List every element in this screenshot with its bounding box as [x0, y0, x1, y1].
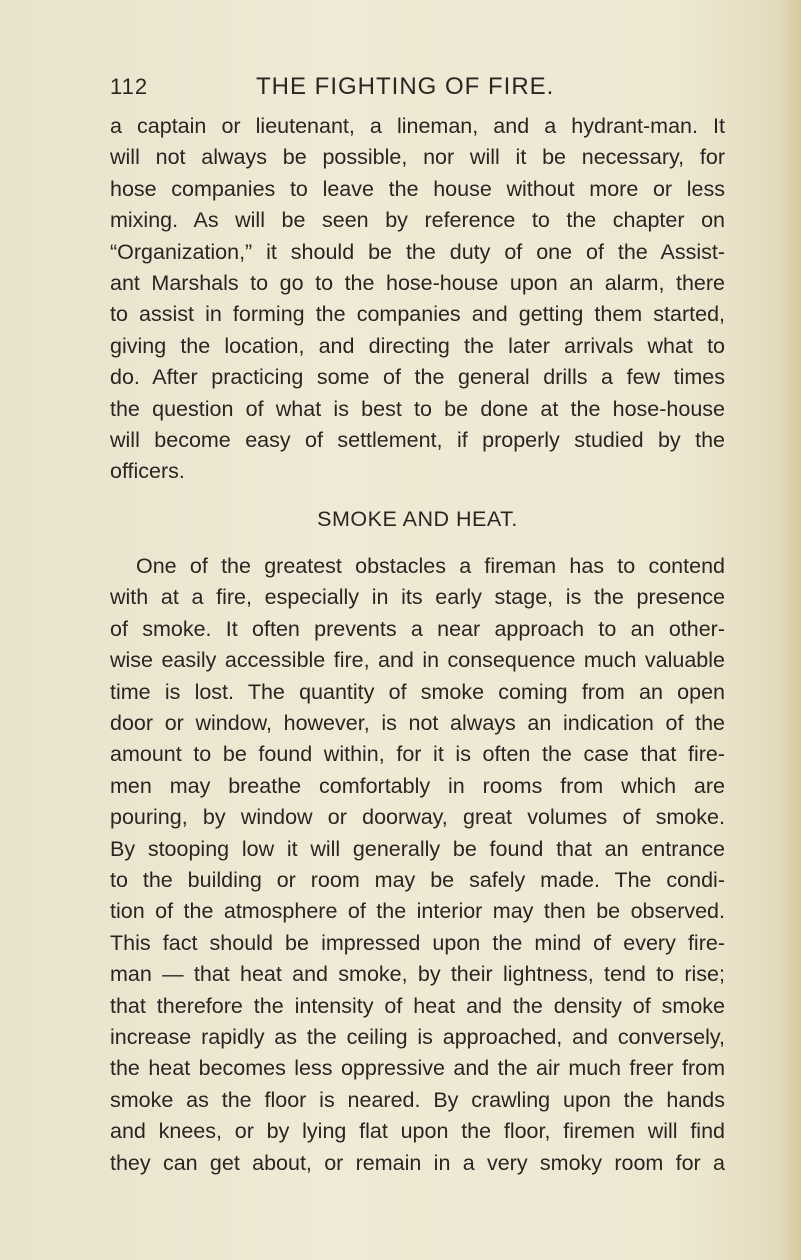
text-line: ant Marshals to go to the hose-house upon an alarm, there [110, 270, 725, 295]
text-line: to the building or room may be safely made. The condi- [110, 867, 725, 892]
text-line: pouring, by window or doorway, great volumes of smoke. [110, 805, 725, 830]
text-line: “Organization,” it should be the duty of one of the Assist- [110, 239, 725, 264]
text-line: to assist in forming the companies and getting them started, [110, 302, 725, 327]
text-line: increase rapidly as the ceiling is approached, and conversely, [110, 1024, 725, 1049]
text-line: of smoke. It often prevents a near approach to an other- [110, 616, 725, 641]
text-line: By stooping low it will generally be found that an entrance [110, 836, 725, 861]
text-line: men may breathe comfortably in rooms from which are [110, 773, 725, 798]
page-number: 112 [110, 74, 149, 99]
text-line: with at a fire, especially in its early stage, is the presence [110, 585, 725, 610]
text-line: door or window, however, is not always an indication of the [110, 711, 725, 736]
text-line: mixing. As will be seen by reference to the chapter on [110, 208, 725, 233]
text-line: amount to be found within, for it is often the case that fire- [110, 742, 725, 767]
paragraph-1 [110, 111, 725, 488]
section-heading: SMOKE AND HEAT. [317, 506, 518, 531]
text-line: man — that heat and smoke, by their lightness, tend to rise; [110, 962, 725, 987]
text-line: the question of what is best to be done at the hose-house [110, 396, 725, 421]
text-line: the heat becomes less oppressive and the air much freer from [110, 1056, 725, 1081]
text-line: smoke as the floor is neared. By crawling upon the hands [110, 1087, 725, 1112]
page-body [110, 111, 725, 1179]
page-header [110, 70, 725, 104]
text-line: will become easy of settlement, if properly studied by the [110, 427, 725, 452]
text-line: giving the location, and directing the later arrivals what to [110, 333, 725, 358]
text-line: hose companies to leave the house without more or less [110, 176, 725, 201]
text-line: will not always be possible, nor will it be necessary, for [110, 145, 725, 170]
text-line: and knees, or by lying flat upon the floor, firemen will find [110, 1119, 725, 1144]
running-head: THE FIGHTING OF FIRE. [256, 73, 555, 100]
text-line: tion of the atmosphere of the interior may then be observed. [110, 899, 725, 924]
page-edge-shadow [779, 0, 801, 1260]
text-line: officers. [110, 459, 185, 484]
text-line: time is lost. The quantity of smoke coming from an open [110, 679, 725, 704]
text-line: that therefore the intensity of heat and the density of smoke [110, 993, 725, 1018]
text-line: a captain or lieutenant, a lineman, and a hydrant-man. It [110, 114, 725, 138]
text-line: do. After practicing some of the general drills a few times [110, 365, 725, 390]
text-line: This fact should be impressed upon the mind of every fire- [110, 930, 725, 955]
text-line: wise easily accessible fire, and in consequence much valuable [110, 648, 725, 673]
text-line: One of the greatest obstacles a fireman has to contend [136, 554, 725, 579]
paragraph-2 [110, 551, 725, 1179]
text-line: they can get about, or remain in a very smoky room for a [110, 1150, 725, 1175]
